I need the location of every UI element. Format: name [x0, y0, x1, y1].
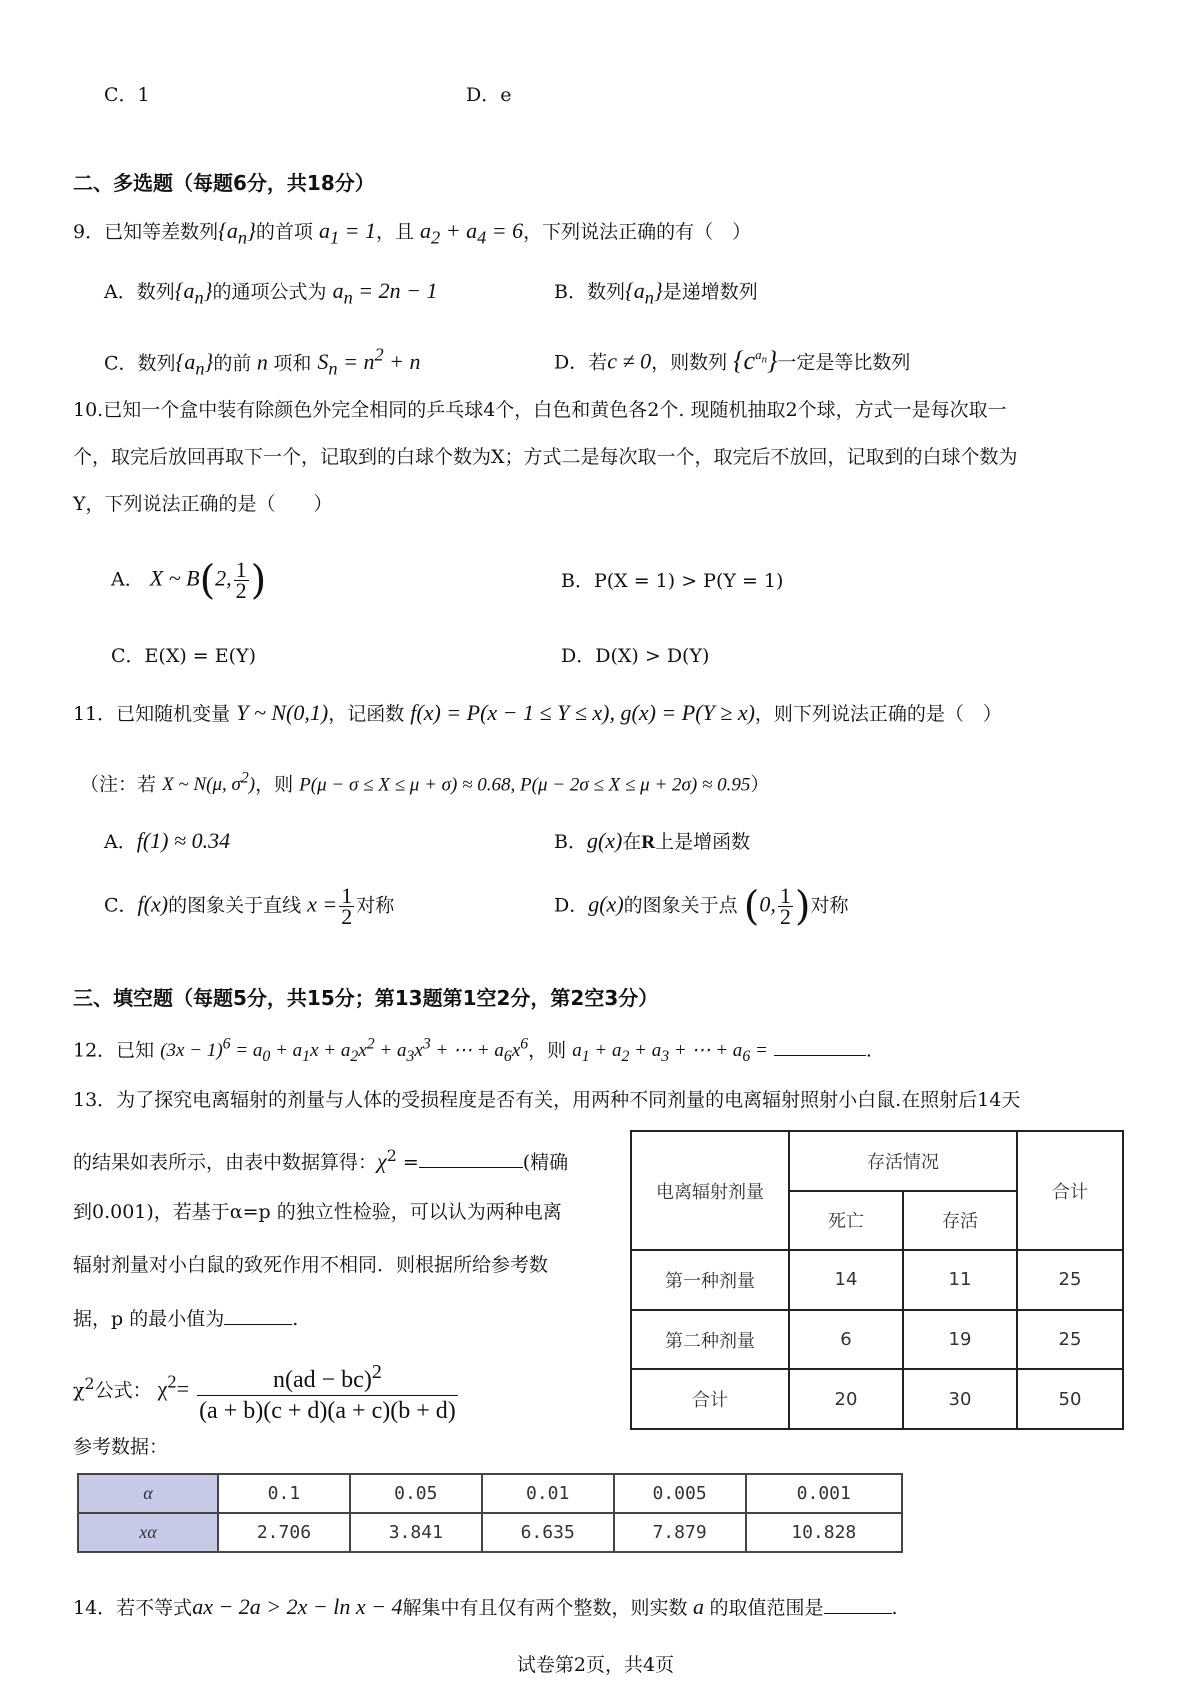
table-row: [631, 1310, 1123, 1370]
q14-stem: 14．若不等式ax − 2a > 2x − ln x − 4解集中有且仅有两个整数，则实数 a 的取值范围是 .: [73, 1594, 898, 1619]
q11-stem: 11．已知随机变量 Y ~ N(0,1)，记函数 f(x) = P(x − 1 ≤ Y ≤ x), g(x) = P(Y ≥ x)，则下列说法正确的是（ ）: [73, 700, 1002, 725]
page-footer: 试卷第2页，共4页: [516, 1654, 675, 1676]
header-dead: 死亡: [789, 1191, 903, 1251]
q13-line-5: 据，p 的最小值为 .: [73, 1308, 299, 1330]
q10-option-a: A． X ~ B(2, $\frac{1}{2}$ ): [111, 557, 267, 604]
q9-option-a: A．数列$\{a_n\}$的通项公式为 $a_n = 2n - 1$: [104, 278, 438, 308]
q12-stem: 12．已知 $(3x - 1)^6 = a_0 + a_1x + a_2x^2 + a_3x^3$ + ⋯ + $a_6x^6$，则 $a_1 + a_2 + a_3$ + ⋯ + $a_6$ = .: [73, 1036, 872, 1066]
q10-line-1: 10.已知一个盒中装有除颜色外完全相同的乒乓球4个，白色和黄色各2个. 现随机抽取2个球，方式一是每次取一: [73, 399, 1007, 421]
q10-line-2: 个，取完后放回再取下一个，记取到的白球个数为X；方式二是每次取一个，取完后不放回，记取到的白球个数为: [73, 446, 1018, 468]
q10-line-3: Y，下列说法正确的是（ ）: [73, 493, 333, 515]
row-label: 合计: [631, 1369, 789, 1429]
cell-total: 25: [1017, 1310, 1123, 1370]
alpha-value: 0.001: [746, 1474, 903, 1513]
table-row: [631, 1369, 1123, 1429]
q10-option-d: D．D(X) > D(Y): [561, 645, 710, 667]
cell-dead: 14: [789, 1250, 903, 1310]
q11-option-b: B．g(x)在R上是增函数: [554, 828, 751, 853]
alpha-value: 0.005: [614, 1474, 746, 1513]
alpha-value: 0.1: [218, 1474, 350, 1513]
cell-dead: 6: [789, 1310, 903, 1370]
table-row: [78, 1474, 902, 1513]
section-2-title: 二、多选题（每题6分，共18分）: [73, 171, 375, 195]
table-row: [631, 1250, 1123, 1310]
x-alpha-header: xα: [78, 1513, 218, 1552]
header-dose: 电离辐射剂量: [631, 1131, 789, 1250]
alpha-header: α: [78, 1474, 218, 1513]
cell-total: 50: [1017, 1369, 1123, 1429]
section-3-title: 三、填空题（每题5分，共15分；第13题第1空2分，第2空3分）: [73, 986, 659, 1010]
cell-alive: 19: [903, 1310, 1017, 1370]
x-alpha-value: 3.841: [350, 1513, 482, 1552]
alpha-value: 0.05: [350, 1474, 482, 1513]
header-total: 合计: [1017, 1131, 1123, 1250]
row-label: 第一种剂量: [631, 1250, 789, 1310]
q11-option-c: C．f(x)的图象关于直线 x = $\frac{1}{2}$ 对称: [104, 883, 395, 929]
q13-line-4: 辐射剂量对小白鼠的致死作用不相同．则根据所给参考数: [73, 1254, 549, 1276]
q13-line-3: 到0.001)，若基于α=p 的独立性检验，可以认为两种电离: [73, 1201, 562, 1223]
q11-note: （注：若 X ~ N(μ, $\sigma^2$)，则 P(μ − σ ≤ X ≤ μ + σ) ≈ 0.68, P(μ − 2σ ≤ X ≤ μ + 2σ) ≈ 0.95）: [80, 770, 770, 796]
cell-alive: 11: [903, 1250, 1017, 1310]
q9-stem: 9．已知等差数列$\{a_n\}$的首项 $a_1 = 1$，且 $a_2 + a_4 = 6$，下列说法正确的有（ ）: [73, 218, 752, 248]
cell-total: 25: [1017, 1250, 1123, 1310]
q13-line-2: 的结果如表所示，由表中数据算得：$\chi^2$ = (精确: [73, 1146, 569, 1174]
q8-option-d: D．e: [466, 84, 512, 106]
critical-value-table: [77, 1473, 903, 1553]
x-alpha-value: 2.706: [218, 1513, 350, 1552]
x-alpha-value: 10.828: [746, 1513, 903, 1552]
q11-option-a: A．f(1) ≈ 0.34: [104, 828, 231, 853]
reference-data-label: 参考数据：: [73, 1436, 169, 1458]
radiation-results-table: [630, 1130, 1124, 1430]
q9-option-b: B．数列$\{a_n\}$是递增数列: [554, 278, 758, 308]
cell-dead: 20: [789, 1369, 903, 1429]
header-alive: 存活: [903, 1191, 1017, 1251]
q10-option-b: B．P(X = 1) > P(Y = 1): [561, 570, 784, 592]
alpha-value: 0.01: [482, 1474, 614, 1513]
cell-alive: 30: [903, 1369, 1017, 1429]
q13-line-1: 13．为了探究电离辐射的剂量与人体的受损程度是否有关，用两种不同剂量的电离辐射照射小白鼠.在照射后14天: [73, 1089, 1021, 1111]
header-survival: 存活情况: [789, 1131, 1017, 1191]
q9-option-c: C．数列$\{a_n\}$的前 n 项和 $S_n = n^2 + n$: [104, 345, 421, 379]
q10-option-c: C．E(X) = E(Y): [111, 645, 256, 667]
x-alpha-value: 7.879: [614, 1513, 746, 1552]
table-row: [78, 1513, 902, 1552]
chi-square-formula: $\chi^2$公式： $\chi^2=$ $\frac{n(ad - bc)^2}{(a + b)(c + d)(a + c)(b + d)}$: [73, 1352, 460, 1426]
q11-option-d: D．g(x)的图象关于点 (0, $\frac{1}{2}$ )对称: [554, 883, 849, 930]
q9-option-d: D．若c ≠ 0，则数列 $\{c^{a_n}\}$一定是等比数列: [554, 345, 911, 375]
q8-option-c: C．1: [104, 84, 150, 106]
row-label: 第二种剂量: [631, 1310, 789, 1370]
x-alpha-value: 6.635: [482, 1513, 614, 1552]
